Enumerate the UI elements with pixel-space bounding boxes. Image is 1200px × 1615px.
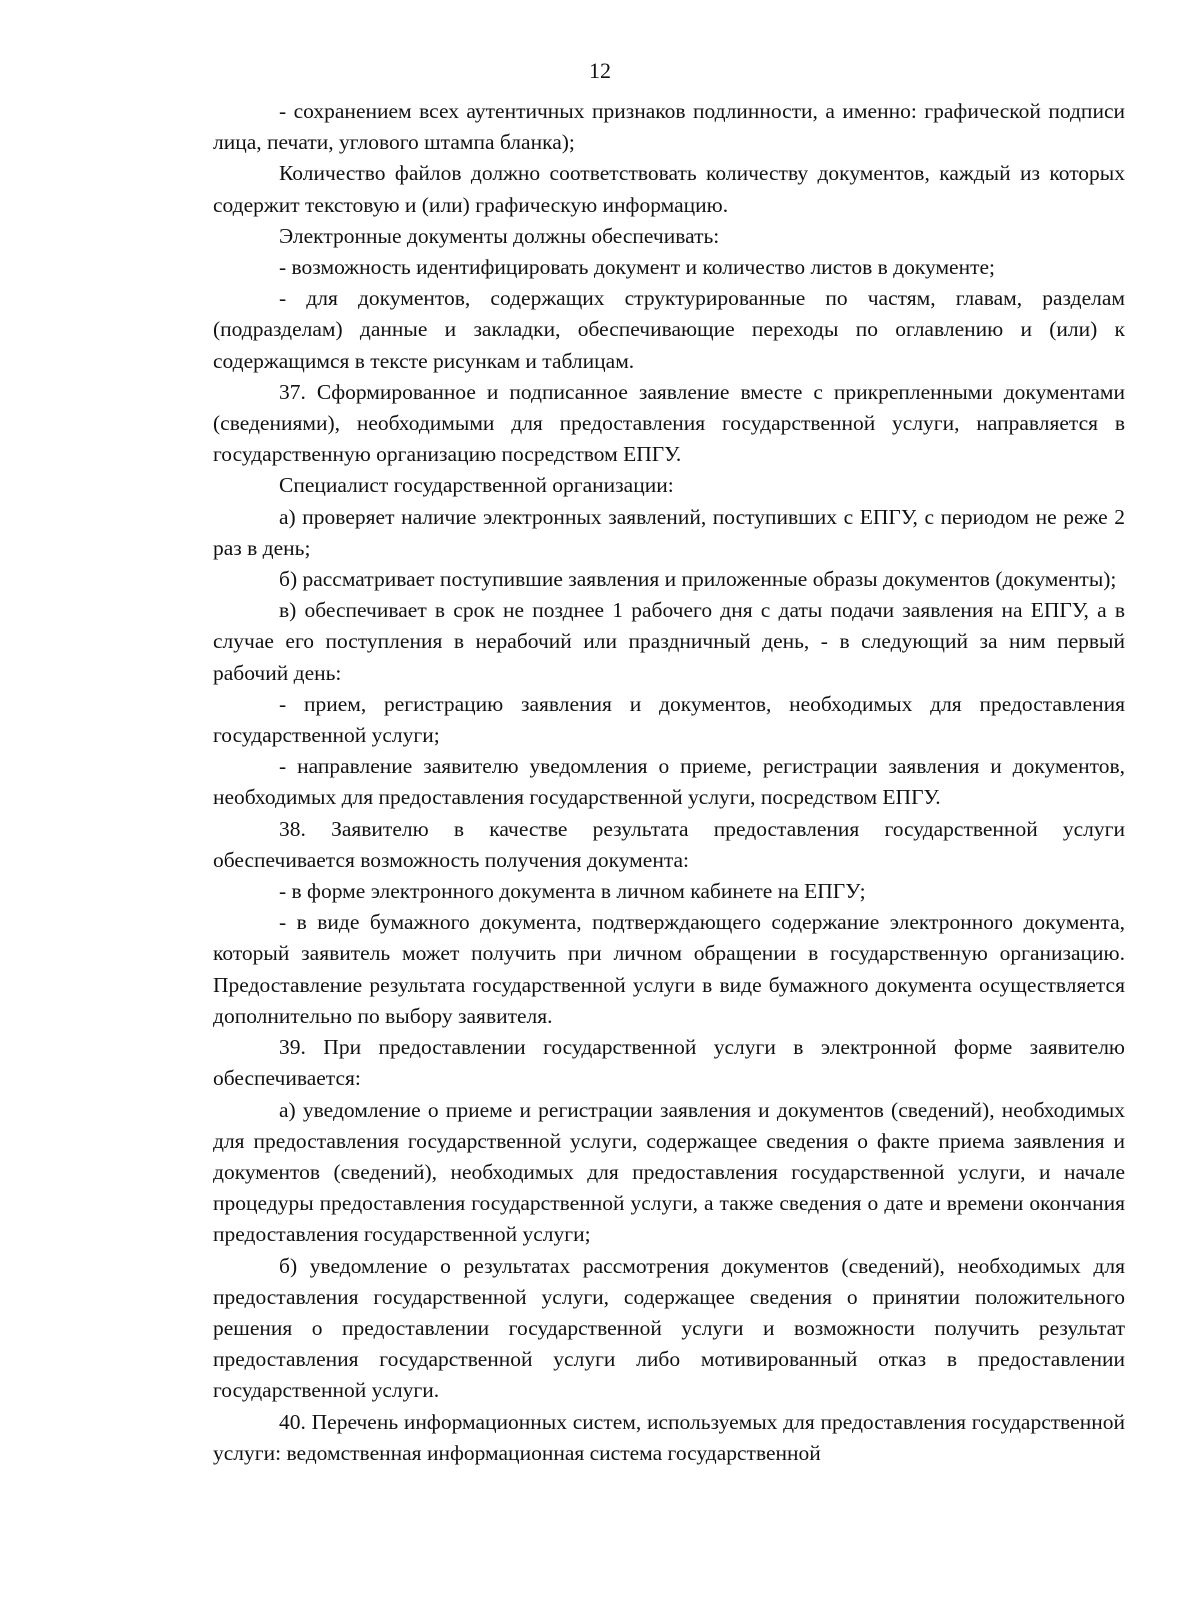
paragraph-item-39-a: а) уведомление о приеме и регистрации заявления и документов (сведений), необходимых для предоставления государственной услуги, содержащее сведения о факте приема заявления и документов (сведений), необходимых для предоставления государственной услуги, и начале процедуры предоставления государственной услуги, а также сведения о дате и времени окончания предоставления государственной услуги; bbox=[213, 1097, 1125, 1247]
paragraph-item-38: 38. Заявителю в качестве результата предоставления государственной услуги обеспечивается возможность получения документа: bbox=[213, 816, 1125, 872]
paragraph-paper-form: - в виде бумажного документа, подтверждающего содержание электронного документа, который заявитель может получить при личном обращении в государственную организацию. Предоставление результата государственной услуги в виде бумажного документа осуществляется дополнительно по выбору заявителя. bbox=[213, 910, 1125, 1028]
paragraph-item-b-review: б) рассматривает поступившие заявления и приложенные образы документов (документы); bbox=[279, 567, 1117, 592]
paragraph-item-37: 37. Сформированное и подписанное заявление вместе с прикрепленными документами (сведениями), необходимыми для предоставления государственной услуги, направляется в государственную организацию посредством ЕПГУ. bbox=[213, 379, 1125, 467]
paragraph-electronic-docs-intro: Электронные документы должны обеспечивать: bbox=[279, 223, 720, 248]
paragraph-specialist-intro: Специалист государственной организации: bbox=[279, 473, 674, 498]
paragraph-identify-document: - возможность идентифицировать документ и количество листов в документе; bbox=[279, 255, 996, 280]
paragraph-item-a-check: а) проверяет наличие электронных заявлений, поступивших с ЕПГУ, с периодом не реже 2 раз в день; bbox=[213, 504, 1125, 560]
paragraph-item-39: 39. При предоставлении государственной услуги в электронной форме заявителю обеспечивается: bbox=[213, 1035, 1125, 1091]
paragraph-item-40: 40. Перечень информационных систем, используемых для предоставления государственной услуги: ведомственная информационная система государственной bbox=[213, 1409, 1125, 1465]
paragraph-reception-registration: - прием, регистрацию заявления и документов, необходимых для предоставления государственной услуги; bbox=[213, 691, 1125, 748]
paragraph-file-count: Количество файлов должно соответствовать количеству документов, каждый из которых содержит текстовую и (или) графическую информацию. bbox=[213, 161, 1125, 217]
paragraph-item-39-b: б) уведомление о результатах рассмотрения документов (сведений), необходимых для предоставления государственной услуги, содержащее сведения о принятии положительного решения о предоставлении государственной услуги и возможности получить результат предоставления государственной услуги либо мотивированный отказ в предоставлении государственной услуги. bbox=[213, 1253, 1125, 1403]
paragraph-notification-sending: - направление заявителю уведомления о приеме, регистрации заявления и документов, необходимых для предоставления государственной услуги, посредством ЕПГУ. bbox=[213, 754, 1125, 810]
paragraph-electronic-form: - в форме электронного документа в личном кабинете на ЕПГУ; bbox=[279, 879, 866, 904]
paragraph-authenticity: - сохранением всех аутентичных признаков подлинности, а именно: графической подписи лица, печати, углового штампа бланка); bbox=[213, 99, 1125, 155]
paragraph-item-v-ensure: в) обеспечивает в срок не позднее 1 рабочего дня с даты подачи заявления на ЕПГУ, а в случае его поступления в нерабочий или праздничный день, - в следующий за ним первый рабочий день: bbox=[213, 598, 1125, 685]
page-number: 12 bbox=[589, 58, 611, 83]
document-body bbox=[213, 96, 1125, 1469]
paragraph-structured-documents: - для документов, содержащих структурированные по частям, главам, разделам (подразделам) данные и закладки, обеспечивающие переходы по оглавлению и (или) к содержащимся в тексте рисункам и таблицам. bbox=[213, 286, 1125, 373]
